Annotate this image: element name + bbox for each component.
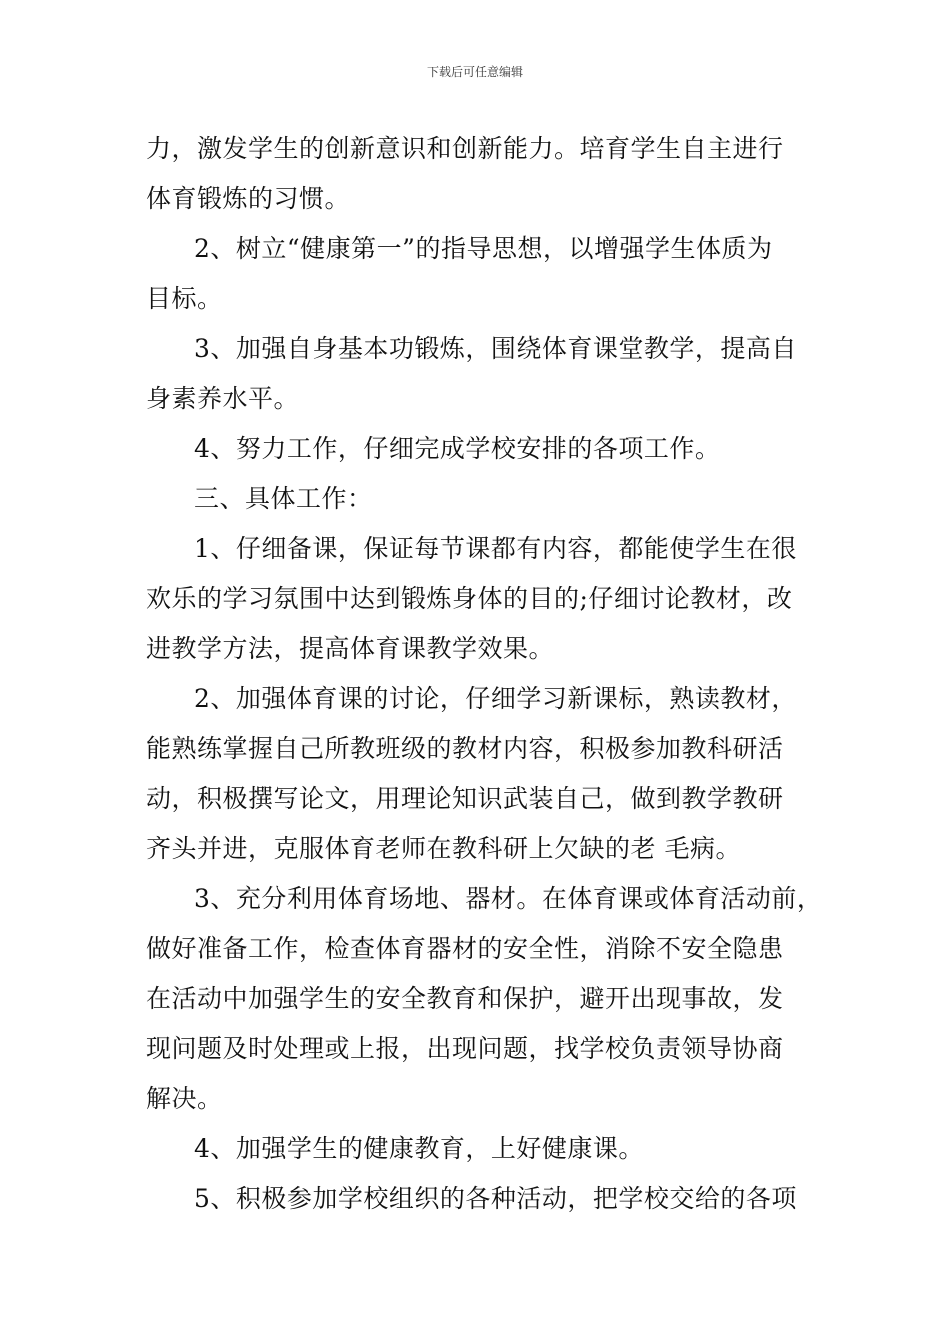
text-line-20: 解决。 [146,1084,223,1113]
text-line-6: 身素养水平。 [146,384,300,413]
text-line-21: 4、加强学生的健康教育，上好健康课。 [194,1134,644,1163]
text-line-3: 2、树立“健康第一”的指导思想，以增强学生体质为 [194,234,773,263]
text-line-5: 3、加强自身基本功锻炼，围绕体育课堂教学，提高自 [194,334,797,363]
text-line-14: 动，积极撰写论文，用理论知识武装自己，做到教学教研 [146,784,784,813]
text-line-19: 现问题及时处理或上报，出现问题，找学校负责领导协商 [146,1034,784,1063]
section-heading: 三、具体工作： [194,484,373,513]
text-line-17: 做好准备工作，检查体育器材的安全性，消除不安全隐患 [146,934,784,963]
text-line-22: 5、积极参加学校组织的各种活动，把学校交给的各项 [194,1184,797,1213]
document-body [146,124,826,1224]
text-line-10: 欢乐的学习氛围中达到锻炼身体的目的;仔细讨论教材，改 [146,584,793,613]
text-line-7: 4、努力工作，仔细完成学校安排的各项工作。 [194,434,721,463]
text-line-2: 体育锻炼的习惯。 [146,184,351,213]
text-line-16: 3、充分利用体育场地、器材。在体育课或体育活动前， [194,884,823,913]
text-line-11: 进教学方法，提高体育课教学效果。 [146,634,555,663]
text-line-9: 1、仔细备课，保证每节课都有内容，都能使学生在很 [194,534,797,563]
text-line-15: 齐头并进，克服体育老师在教科研上欠缺的老 毛病。 [146,834,741,863]
text-line-1: 力，激发学生的创新意识和创新能力。培育学生自主进行 [146,134,784,163]
text-line-12: 2、加强体育课的讨论，仔细学习新课标，熟读教材， [194,684,797,713]
page-header: 下载后可任意编辑 [426,65,523,79]
text-line-18: 在活动中加强学生的安全教育和保护，避开出现事故，发 [146,984,784,1013]
text-line-4: 目标。 [146,284,223,313]
text-line-13: 能熟练掌握自己所教班级的教材内容，积极参加教科研活 [146,734,784,763]
